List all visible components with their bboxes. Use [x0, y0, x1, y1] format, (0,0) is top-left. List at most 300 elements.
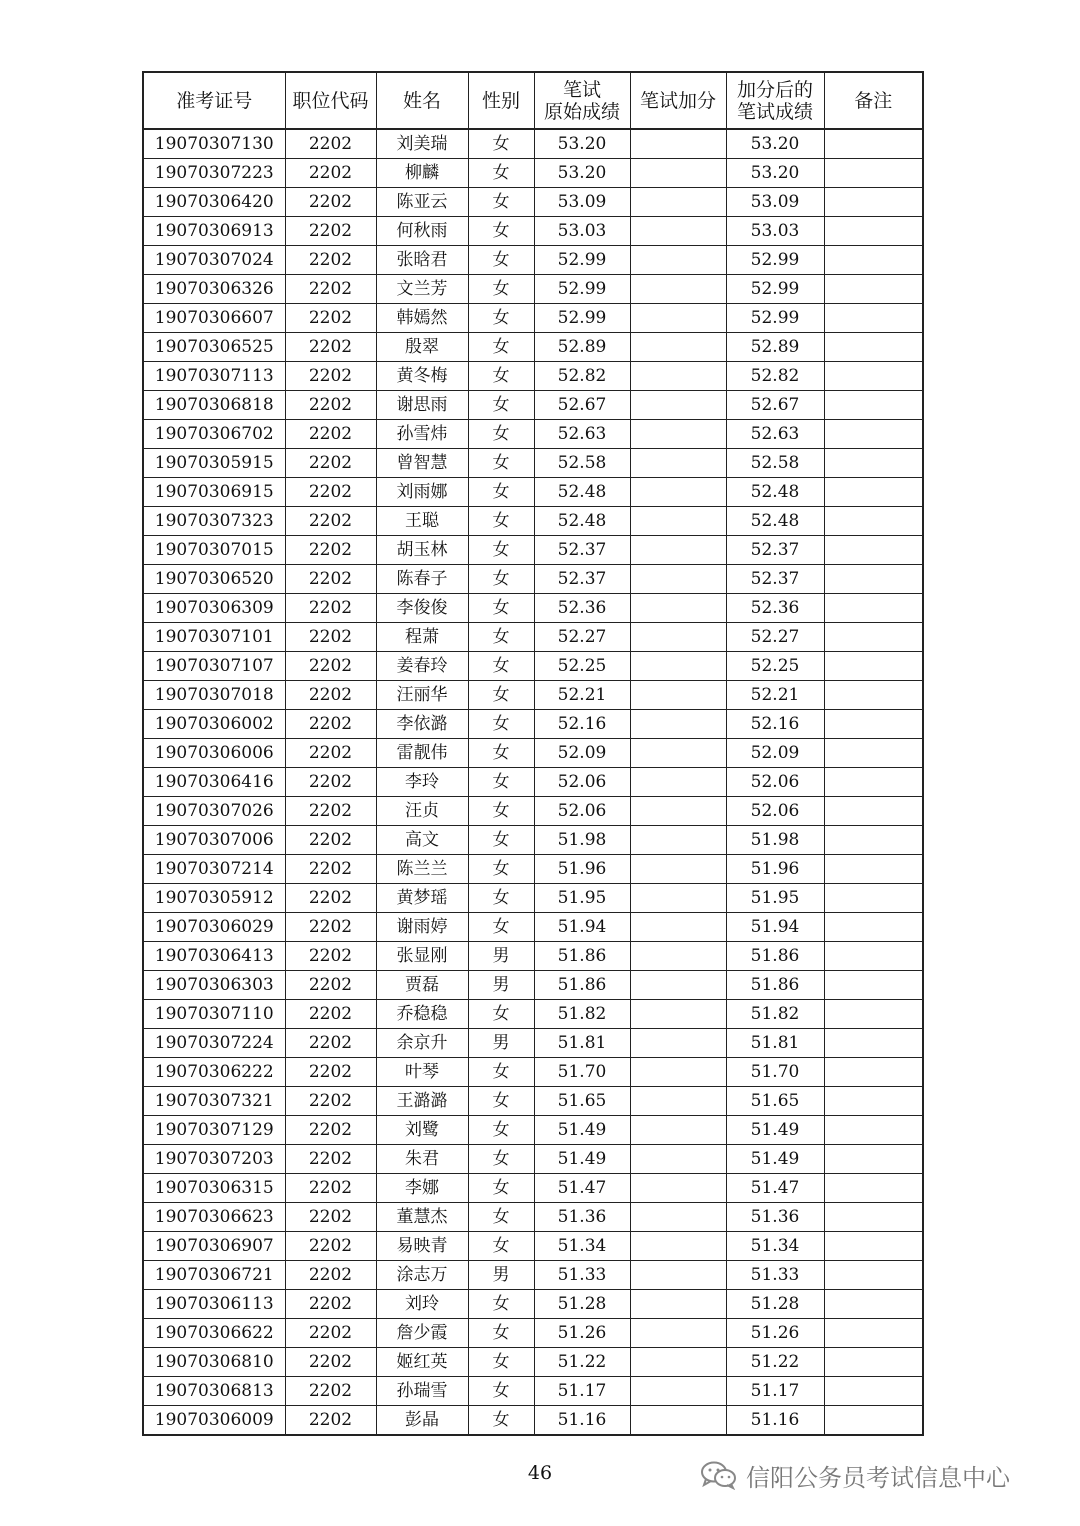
gender-cell: 女 — [468, 913, 534, 942]
raw-score-cell: 51.17 — [534, 1377, 630, 1406]
remarks-cell — [824, 246, 923, 275]
raw-score-cell: 52.58 — [534, 449, 630, 478]
raw-score-cell: 51.33 — [534, 1261, 630, 1290]
gender-cell: 女 — [468, 391, 534, 420]
remarks-cell — [824, 1174, 923, 1203]
remarks-cell — [824, 129, 923, 159]
position-code-cell: 2202 — [285, 1261, 376, 1290]
gender-cell: 女 — [468, 275, 534, 304]
page-number: 46 — [527, 1462, 553, 1484]
position-code-cell: 2202 — [285, 1319, 376, 1348]
final-score-cell: 53.09 — [726, 188, 824, 217]
final-score-cell: 51.86 — [726, 942, 824, 971]
table-row — [143, 333, 923, 362]
position-code-cell: 2202 — [285, 710, 376, 739]
table-row — [143, 1232, 923, 1261]
exam-id-cell: 19070306420 — [143, 188, 285, 217]
final-score-cell: 52.06 — [726, 797, 824, 826]
raw-score-cell: 52.25 — [534, 652, 630, 681]
gender-cell: 女 — [468, 362, 534, 391]
bonus-cell — [630, 507, 726, 536]
position-code-cell: 2202 — [285, 391, 376, 420]
final-score-cell: 52.67 — [726, 391, 824, 420]
table-row — [143, 391, 923, 420]
raw-score-cell: 51.16 — [534, 1406, 630, 1436]
name-cell: 谢雨婷 — [376, 913, 468, 942]
exam-id-cell: 19070306006 — [143, 739, 285, 768]
gender-cell: 女 — [468, 246, 534, 275]
name-cell: 李依潞 — [376, 710, 468, 739]
name-cell: 李玲 — [376, 768, 468, 797]
raw-score-cell: 52.67 — [534, 391, 630, 420]
bonus-cell — [630, 971, 726, 1000]
gender-cell: 女 — [468, 420, 534, 449]
raw-score-cell: 51.26 — [534, 1319, 630, 1348]
header-line: 原始成绩 — [543, 100, 620, 123]
table-row — [143, 304, 923, 333]
final-score-cell: 51.98 — [726, 826, 824, 855]
exam-id-cell: 19070306315 — [143, 1174, 285, 1203]
bonus-cell — [630, 536, 726, 565]
raw-score-cell: 51.95 — [534, 884, 630, 913]
final-score-cell: 52.82 — [726, 362, 824, 391]
bonus-cell — [630, 1174, 726, 1203]
header-position-code — [285, 72, 376, 129]
exam-id-cell: 19070306607 — [143, 304, 285, 333]
final-score-cell: 51.49 — [726, 1116, 824, 1145]
gender-cell: 女 — [468, 739, 534, 768]
exam-id-cell: 19070306818 — [143, 391, 285, 420]
bonus-cell — [630, 1290, 726, 1319]
exam-id-cell: 19070307130 — [143, 129, 285, 159]
exam-id-cell: 19070306721 — [143, 1261, 285, 1290]
header-line: 笔试成绩 — [736, 100, 813, 123]
bonus-cell — [630, 1319, 726, 1348]
header-line: 笔试 — [562, 78, 601, 101]
raw-score-cell: 52.89 — [534, 333, 630, 362]
bonus-cell — [630, 478, 726, 507]
bonus-cell — [630, 942, 726, 971]
table-row — [143, 826, 923, 855]
bonus-cell — [630, 652, 726, 681]
final-score-cell: 52.36 — [726, 594, 824, 623]
position-code-cell: 2202 — [285, 1174, 376, 1203]
remarks-cell — [824, 1290, 923, 1319]
remarks-cell — [824, 275, 923, 304]
final-score-cell: 51.47 — [726, 1174, 824, 1203]
name-cell: 高文 — [376, 826, 468, 855]
exam-id-cell: 19070306413 — [143, 942, 285, 971]
exam-id-cell: 19070306009 — [143, 1406, 285, 1436]
exam-id-cell: 19070307214 — [143, 855, 285, 884]
table-row — [143, 884, 923, 913]
table-row — [143, 1290, 923, 1319]
final-score-cell: 51.28 — [726, 1290, 824, 1319]
bonus-cell — [630, 159, 726, 188]
gender-cell: 女 — [468, 536, 534, 565]
position-code-cell: 2202 — [285, 129, 376, 159]
table-row — [143, 1348, 923, 1377]
table-row — [143, 129, 923, 159]
wechat-icon — [700, 1460, 738, 1490]
remarks-cell — [824, 304, 923, 333]
name-cell: 王聪 — [376, 507, 468, 536]
bonus-cell — [630, 623, 726, 652]
exam-id-cell: 19070307101 — [143, 623, 285, 652]
gender-cell: 女 — [468, 652, 534, 681]
remarks-cell — [824, 1203, 923, 1232]
table-row — [143, 1029, 923, 1058]
raw-score-cell: 51.36 — [534, 1203, 630, 1232]
raw-score-cell: 51.28 — [534, 1290, 630, 1319]
remarks-cell — [824, 913, 923, 942]
final-score-cell: 52.99 — [726, 304, 824, 333]
position-code-cell: 2202 — [285, 275, 376, 304]
raw-score-cell: 51.81 — [534, 1029, 630, 1058]
name-cell: 黄梦瑶 — [376, 884, 468, 913]
exam-id-cell: 19070306309 — [143, 594, 285, 623]
final-score-cell: 53.20 — [726, 159, 824, 188]
remarks-cell — [824, 1029, 923, 1058]
position-code-cell: 2202 — [285, 449, 376, 478]
name-cell: 余京升 — [376, 1029, 468, 1058]
table-row — [143, 1174, 923, 1203]
gender-cell: 女 — [468, 1058, 534, 1087]
raw-score-cell: 51.96 — [534, 855, 630, 884]
final-score-cell: 51.26 — [726, 1319, 824, 1348]
raw-score-cell: 51.94 — [534, 913, 630, 942]
gender-cell: 女 — [468, 1232, 534, 1261]
position-code-cell: 2202 — [285, 159, 376, 188]
position-code-cell: 2202 — [285, 304, 376, 333]
gender-cell: 女 — [468, 710, 534, 739]
table-row — [143, 1203, 923, 1232]
final-score-cell: 51.34 — [726, 1232, 824, 1261]
raw-score-cell: 52.99 — [534, 304, 630, 333]
gender-cell: 女 — [468, 681, 534, 710]
gender-cell: 女 — [468, 623, 534, 652]
bonus-cell — [630, 217, 726, 246]
position-code-cell: 2202 — [285, 217, 376, 246]
final-score-cell: 52.27 — [726, 623, 824, 652]
position-code-cell: 2202 — [285, 1406, 376, 1436]
raw-score-cell: 52.48 — [534, 507, 630, 536]
raw-score-cell: 51.22 — [534, 1348, 630, 1377]
gender-cell: 男 — [468, 971, 534, 1000]
exam-id-cell: 19070307321 — [143, 1087, 285, 1116]
final-score-cell: 52.16 — [726, 710, 824, 739]
raw-score-cell: 52.27 — [534, 623, 630, 652]
gender-cell: 女 — [468, 594, 534, 623]
exam-id-cell: 19070306029 — [143, 913, 285, 942]
raw-score-cell: 52.82 — [534, 362, 630, 391]
position-code-cell: 2202 — [285, 536, 376, 565]
raw-score-cell: 53.20 — [534, 129, 630, 159]
position-code-cell: 2202 — [285, 478, 376, 507]
exam-id-cell: 19070306303 — [143, 971, 285, 1000]
position-code-cell: 2202 — [285, 855, 376, 884]
header-line: 准考证号 — [176, 89, 253, 112]
gender-cell: 女 — [468, 129, 534, 159]
exam-id-cell: 19070307006 — [143, 826, 285, 855]
raw-score-cell: 52.16 — [534, 710, 630, 739]
final-score-cell: 51.82 — [726, 1000, 824, 1029]
position-code-cell: 2202 — [285, 1232, 376, 1261]
table-row — [143, 1116, 923, 1145]
final-score-cell: 51.95 — [726, 884, 824, 913]
position-code-cell: 2202 — [285, 623, 376, 652]
name-cell: 何秋雨 — [376, 217, 468, 246]
bonus-cell — [630, 275, 726, 304]
bonus-cell — [630, 333, 726, 362]
remarks-cell — [824, 652, 923, 681]
table-row — [143, 217, 923, 246]
name-cell: 雷靓伟 — [376, 739, 468, 768]
bonus-cell — [630, 826, 726, 855]
final-score-cell: 52.09 — [726, 739, 824, 768]
exam-id-cell: 19070305915 — [143, 449, 285, 478]
table-row — [143, 1145, 923, 1174]
table-row — [143, 188, 923, 217]
bonus-cell — [630, 1203, 726, 1232]
table-row — [143, 942, 923, 971]
header-row — [143, 72, 923, 129]
name-cell: 乔稳稳 — [376, 1000, 468, 1029]
header-name — [376, 72, 468, 129]
remarks-cell — [824, 710, 923, 739]
name-cell: 李俊俊 — [376, 594, 468, 623]
exam-id-cell: 19070305912 — [143, 884, 285, 913]
bonus-cell — [630, 1377, 726, 1406]
final-score-cell: 51.33 — [726, 1261, 824, 1290]
exam-id-cell: 19070306222 — [143, 1058, 285, 1087]
exam-id-cell: 19070306813 — [143, 1377, 285, 1406]
remarks-cell — [824, 362, 923, 391]
gender-cell: 女 — [468, 768, 534, 797]
gender-cell: 女 — [468, 1145, 534, 1174]
bonus-cell — [630, 362, 726, 391]
position-code-cell: 2202 — [285, 1087, 376, 1116]
name-cell: 朱君 — [376, 1145, 468, 1174]
exam-id-cell: 19070306913 — [143, 217, 285, 246]
table-row — [143, 246, 923, 275]
gender-cell: 女 — [468, 1203, 534, 1232]
final-score-cell: 52.37 — [726, 565, 824, 594]
position-code-cell: 2202 — [285, 1145, 376, 1174]
header-raw-score — [534, 72, 630, 129]
bonus-cell — [630, 1145, 726, 1174]
gender-cell: 女 — [468, 1377, 534, 1406]
raw-score-cell: 51.70 — [534, 1058, 630, 1087]
watermark — [700, 1458, 1010, 1492]
name-cell: 汪贞 — [376, 797, 468, 826]
position-code-cell: 2202 — [285, 884, 376, 913]
name-cell: 张晗君 — [376, 246, 468, 275]
gender-cell: 女 — [468, 333, 534, 362]
raw-score-cell: 52.48 — [534, 478, 630, 507]
table-row — [143, 681, 923, 710]
position-code-cell: 2202 — [285, 1029, 376, 1058]
exam-id-cell: 19070307018 — [143, 681, 285, 710]
bonus-cell — [630, 1406, 726, 1436]
gender-cell: 女 — [468, 565, 534, 594]
remarks-cell — [824, 594, 923, 623]
bonus-cell — [630, 1261, 726, 1290]
exam-id-cell: 19070306113 — [143, 1290, 285, 1319]
table-row — [143, 536, 923, 565]
remarks-cell — [824, 855, 923, 884]
final-score-cell: 51.16 — [726, 1406, 824, 1436]
header-line: 笔试加分 — [639, 89, 716, 112]
gender-cell: 女 — [468, 884, 534, 913]
remarks-cell — [824, 478, 923, 507]
position-code-cell: 2202 — [285, 1058, 376, 1087]
exam-id-cell: 19070307026 — [143, 797, 285, 826]
remarks-cell — [824, 797, 923, 826]
remarks-cell — [824, 681, 923, 710]
bonus-cell — [630, 855, 726, 884]
raw-score-cell: 52.63 — [534, 420, 630, 449]
name-cell: 孙瑞雪 — [376, 1377, 468, 1406]
table-row — [143, 449, 923, 478]
final-score-cell: 51.65 — [726, 1087, 824, 1116]
name-cell: 王潞潞 — [376, 1087, 468, 1116]
exam-id-cell: 19070306622 — [143, 1319, 285, 1348]
gender-cell: 女 — [468, 507, 534, 536]
name-cell: 殷翠 — [376, 333, 468, 362]
raw-score-cell: 53.09 — [534, 188, 630, 217]
final-score-cell: 51.70 — [726, 1058, 824, 1087]
table-row — [143, 797, 923, 826]
remarks-cell — [824, 1406, 923, 1436]
position-code-cell: 2202 — [285, 826, 376, 855]
remarks-cell — [824, 739, 923, 768]
name-cell: 董慧杰 — [376, 1203, 468, 1232]
raw-score-cell: 51.86 — [534, 971, 630, 1000]
exam-id-cell: 19070306525 — [143, 333, 285, 362]
remarks-cell — [824, 942, 923, 971]
remarks-cell — [824, 623, 923, 652]
name-cell: 张显刚 — [376, 942, 468, 971]
name-cell: 刘鹭 — [376, 1116, 468, 1145]
position-code-cell: 2202 — [285, 1348, 376, 1377]
raw-score-cell: 52.37 — [534, 565, 630, 594]
position-code-cell: 2202 — [285, 913, 376, 942]
raw-score-cell: 52.21 — [534, 681, 630, 710]
score-table — [142, 71, 924, 1436]
name-cell: 文兰芳 — [376, 275, 468, 304]
final-score-cell: 52.48 — [726, 507, 824, 536]
exam-id-cell: 19070307129 — [143, 1116, 285, 1145]
remarks-cell — [824, 188, 923, 217]
position-code-cell: 2202 — [285, 1290, 376, 1319]
remarks-cell — [824, 159, 923, 188]
exam-id-cell: 19070306907 — [143, 1232, 285, 1261]
position-code-cell: 2202 — [285, 739, 376, 768]
gender-cell: 女 — [468, 1174, 534, 1203]
final-score-cell: 51.94 — [726, 913, 824, 942]
name-cell: 易映青 — [376, 1232, 468, 1261]
remarks-cell — [824, 536, 923, 565]
position-code-cell: 2202 — [285, 594, 376, 623]
remarks-cell — [824, 420, 923, 449]
table-row — [143, 478, 923, 507]
position-code-cell: 2202 — [285, 797, 376, 826]
name-cell: 胡玉林 — [376, 536, 468, 565]
table-row — [143, 652, 923, 681]
bonus-cell — [630, 304, 726, 333]
remarks-cell — [824, 1087, 923, 1116]
raw-score-cell: 52.99 — [534, 246, 630, 275]
header-bonus-points — [630, 72, 726, 129]
raw-score-cell: 52.06 — [534, 797, 630, 826]
exam-id-cell: 19070307203 — [143, 1145, 285, 1174]
remarks-cell — [824, 217, 923, 246]
position-code-cell: 2202 — [285, 507, 376, 536]
header-line: 姓名 — [402, 89, 441, 112]
name-cell: 彭晶 — [376, 1406, 468, 1436]
position-code-cell: 2202 — [285, 1116, 376, 1145]
gender-cell: 女 — [468, 188, 534, 217]
gender-cell: 女 — [468, 159, 534, 188]
final-score-cell: 52.58 — [726, 449, 824, 478]
bonus-cell — [630, 420, 726, 449]
table-row — [143, 1319, 923, 1348]
exam-id-cell: 19070306326 — [143, 275, 285, 304]
raw-score-cell: 51.47 — [534, 1174, 630, 1203]
bonus-cell — [630, 1029, 726, 1058]
raw-score-cell: 52.37 — [534, 536, 630, 565]
table-row — [143, 159, 923, 188]
name-cell: 陈兰兰 — [376, 855, 468, 884]
position-code-cell: 2202 — [285, 333, 376, 362]
bonus-cell — [630, 1348, 726, 1377]
name-cell: 孙雪炜 — [376, 420, 468, 449]
remarks-cell — [824, 391, 923, 420]
exam-id-cell: 19070307015 — [143, 536, 285, 565]
header-line: 备注 — [854, 89, 893, 112]
gender-cell: 女 — [468, 1319, 534, 1348]
remarks-cell — [824, 507, 923, 536]
remarks-cell — [824, 971, 923, 1000]
position-code-cell: 2202 — [285, 681, 376, 710]
table-row — [143, 1377, 923, 1406]
table-row — [143, 1000, 923, 1029]
name-cell: 李娜 — [376, 1174, 468, 1203]
name-cell: 曾智慧 — [376, 449, 468, 478]
raw-score-cell: 53.20 — [534, 159, 630, 188]
raw-score-cell: 52.09 — [534, 739, 630, 768]
final-score-cell: 52.21 — [726, 681, 824, 710]
raw-score-cell: 51.34 — [534, 1232, 630, 1261]
bonus-cell — [630, 681, 726, 710]
remarks-cell — [824, 565, 923, 594]
gender-cell: 女 — [468, 217, 534, 246]
raw-score-cell: 51.49 — [534, 1116, 630, 1145]
final-score-cell: 53.20 — [726, 129, 824, 159]
table-row — [143, 565, 923, 594]
final-score-cell: 51.81 — [726, 1029, 824, 1058]
remarks-cell — [824, 1000, 923, 1029]
table-row — [143, 362, 923, 391]
bonus-cell — [630, 1058, 726, 1087]
exam-id-cell: 19070306520 — [143, 565, 285, 594]
raw-score-cell: 52.06 — [534, 768, 630, 797]
raw-score-cell: 52.36 — [534, 594, 630, 623]
gender-cell: 女 — [468, 1290, 534, 1319]
final-score-cell: 52.06 — [726, 768, 824, 797]
table-header — [143, 72, 923, 129]
